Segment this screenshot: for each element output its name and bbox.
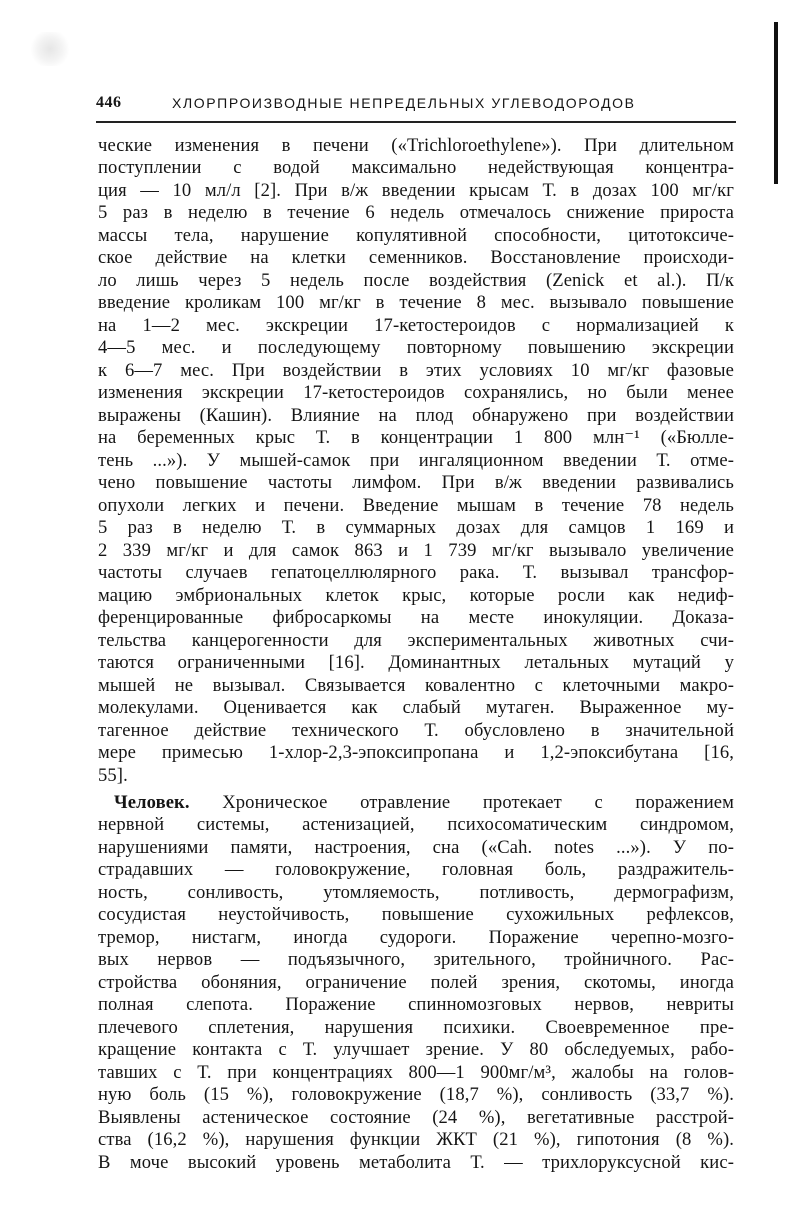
text-line: мере примесью 1-хлор-2,3-эпоксипропана и 1,2-эпоксибутана [16, xyxy=(98,742,734,763)
text-line: страдавших — головокружение, головная боль, раздражитель- xyxy=(98,859,734,880)
text-line: мацию эмбриональных клеток крыс, которые росли как недиф- xyxy=(98,585,734,606)
page-header xyxy=(96,94,736,116)
text-line: ческие изменения в печени («Trichloroethylene»). При длительном xyxy=(98,135,734,156)
text-line: опухоли легких и печени. Введение мышам в течение 78 недель xyxy=(98,495,734,516)
text-line: введение кроликам 100 мг/кг в течение 8 мес. вызывало повышение xyxy=(98,292,734,313)
margin-edge-mark xyxy=(774,22,778,184)
text-line: массы тела, нарушение копулятивной способности, цитотоксиче- xyxy=(98,225,734,246)
text-line: ность, сонливость, утомляемость, потливость, дермографизм, xyxy=(98,882,734,903)
text-line: мышей не вызывал. Связывается ковалентно с клеточными макро- xyxy=(98,675,734,696)
text-line: ское действие на клетки семенников. Восстановление происходи- xyxy=(98,247,734,268)
text-line: вых нервов — подъязычного, зрительного, тройничного. Рас- xyxy=(98,949,734,970)
text-line: тавших с Т. при концентрациях 800—1 900мг/м³, жалобы на голов- xyxy=(98,1062,734,1083)
page-number: 446 xyxy=(96,94,122,111)
text-line: Выявлены астеническое состояние (24 %), вегетативные расстрой- xyxy=(98,1107,734,1128)
text-line: поступлении с водой максимально недействующая концентра- xyxy=(98,157,734,178)
text-line: тельства канцерогенности для экспериментальных животных счи- xyxy=(98,630,734,651)
text-line: полная слепота. Поражение спинномозговых нервов, невриты xyxy=(98,994,734,1015)
text-line: выражены (Кашин). Влияние на плод обнаружено при воздействии xyxy=(98,405,734,426)
text-line: тагенное действие технического Т. обусловлено в значительной xyxy=(98,720,734,741)
text-line: стройства обоняния, ограничение полей зрения, скотомы, иногда xyxy=(98,972,734,993)
text-line: таются ограниченными [16]. Доминантных летальных мутаций у xyxy=(98,652,734,673)
text-line: ства (16,2 %), нарушения функции ЖКТ (21 %), гипотония (8 %). xyxy=(98,1129,734,1150)
text-line: плечевого сплетения, нарушения психики. Своевременное пре- xyxy=(98,1017,734,1038)
text-line: на беременных крыс Т. в концентрации 1 800 млн⁻¹ («Бюлле- xyxy=(98,427,734,448)
text-line: нарушениями памяти, настроения, сна («Cah. notes ...»). У по- xyxy=(98,837,734,858)
text-line: изменения экскреции 17-кетостероидов сохранялись, но были менее xyxy=(98,382,734,403)
section-lead-human: Человек. xyxy=(114,792,190,813)
text-line: 5 раз в неделю в течение 6 недель отмечалось снижение прироста xyxy=(98,202,734,223)
running-title: ХЛОРПРОИЗВОДНЫЕ НЕПРЕДЕЛЬНЫХ УГЛЕВОДОРОДОВ xyxy=(172,95,636,111)
text-line: частоты случаев гепатоцеллюлярного рака. Т. вызывал трансфор- xyxy=(98,562,734,583)
text-line: на 1—2 мес. экскреции 17-кетостероидов с нормализацией к xyxy=(98,315,734,336)
text-line: сосудистая неустойчивость, повышение сухожильных рефлексов, xyxy=(98,904,734,925)
text-line: ло лишь через 5 недель после воздействия (Zenick et al.). П/к xyxy=(98,270,734,291)
text-line: к 6—7 мес. При воздействии в этих условиях 10 мг/кг фазовые xyxy=(98,360,734,381)
header-rule xyxy=(96,121,736,123)
text-line: молекулами. Оценивается как слабый мутаген. Выраженное му- xyxy=(98,697,734,718)
text-run: Хроническое отравление протекает с поражением xyxy=(189,792,734,813)
text-line: 55]. xyxy=(98,765,128,786)
text-line: нервной системы, астенизацией, психосоматическим синдромом, xyxy=(98,814,734,835)
text-line: тремор, нистагм, иногда судороги. Поражение черепно-мозго- xyxy=(98,927,734,948)
text-line: ную боль (15 %), головокружение (18,7 %), сонливость (33,7 %). xyxy=(98,1084,734,1105)
text-line: 5 раз в неделю Т. в суммарных дозах для самцов 1 169 и xyxy=(98,517,734,538)
text-line: ция — 10 мл/л [2]. При в/ж введении крысам Т. в дозах 100 мг/кг xyxy=(98,180,734,201)
text-line: кращение контакта с Т. улучшает зрение. У 80 обследуемых, рабо- xyxy=(98,1039,734,1060)
text-line: чено повышение частоты лимфом. При в/ж введении развивались xyxy=(98,472,734,493)
text-line: ференцированные фибросаркомы на месте инокуляции. Доказа- xyxy=(98,607,734,628)
text-line: В моче высокий уровень метаболита Т. — трихлоруксусной кис- xyxy=(98,1152,734,1173)
scan-speck xyxy=(30,32,70,66)
text-line: 4—5 мес. и последующему повторному повышению экскреции xyxy=(98,337,734,358)
text-line: тень ...»). У мышей-самок при ингаляционном введении Т. отме- xyxy=(98,450,734,471)
text-line: 2 339 мг/кг и для самок 863 и 1 739 мг/кг вызывало увеличение xyxy=(98,540,734,561)
